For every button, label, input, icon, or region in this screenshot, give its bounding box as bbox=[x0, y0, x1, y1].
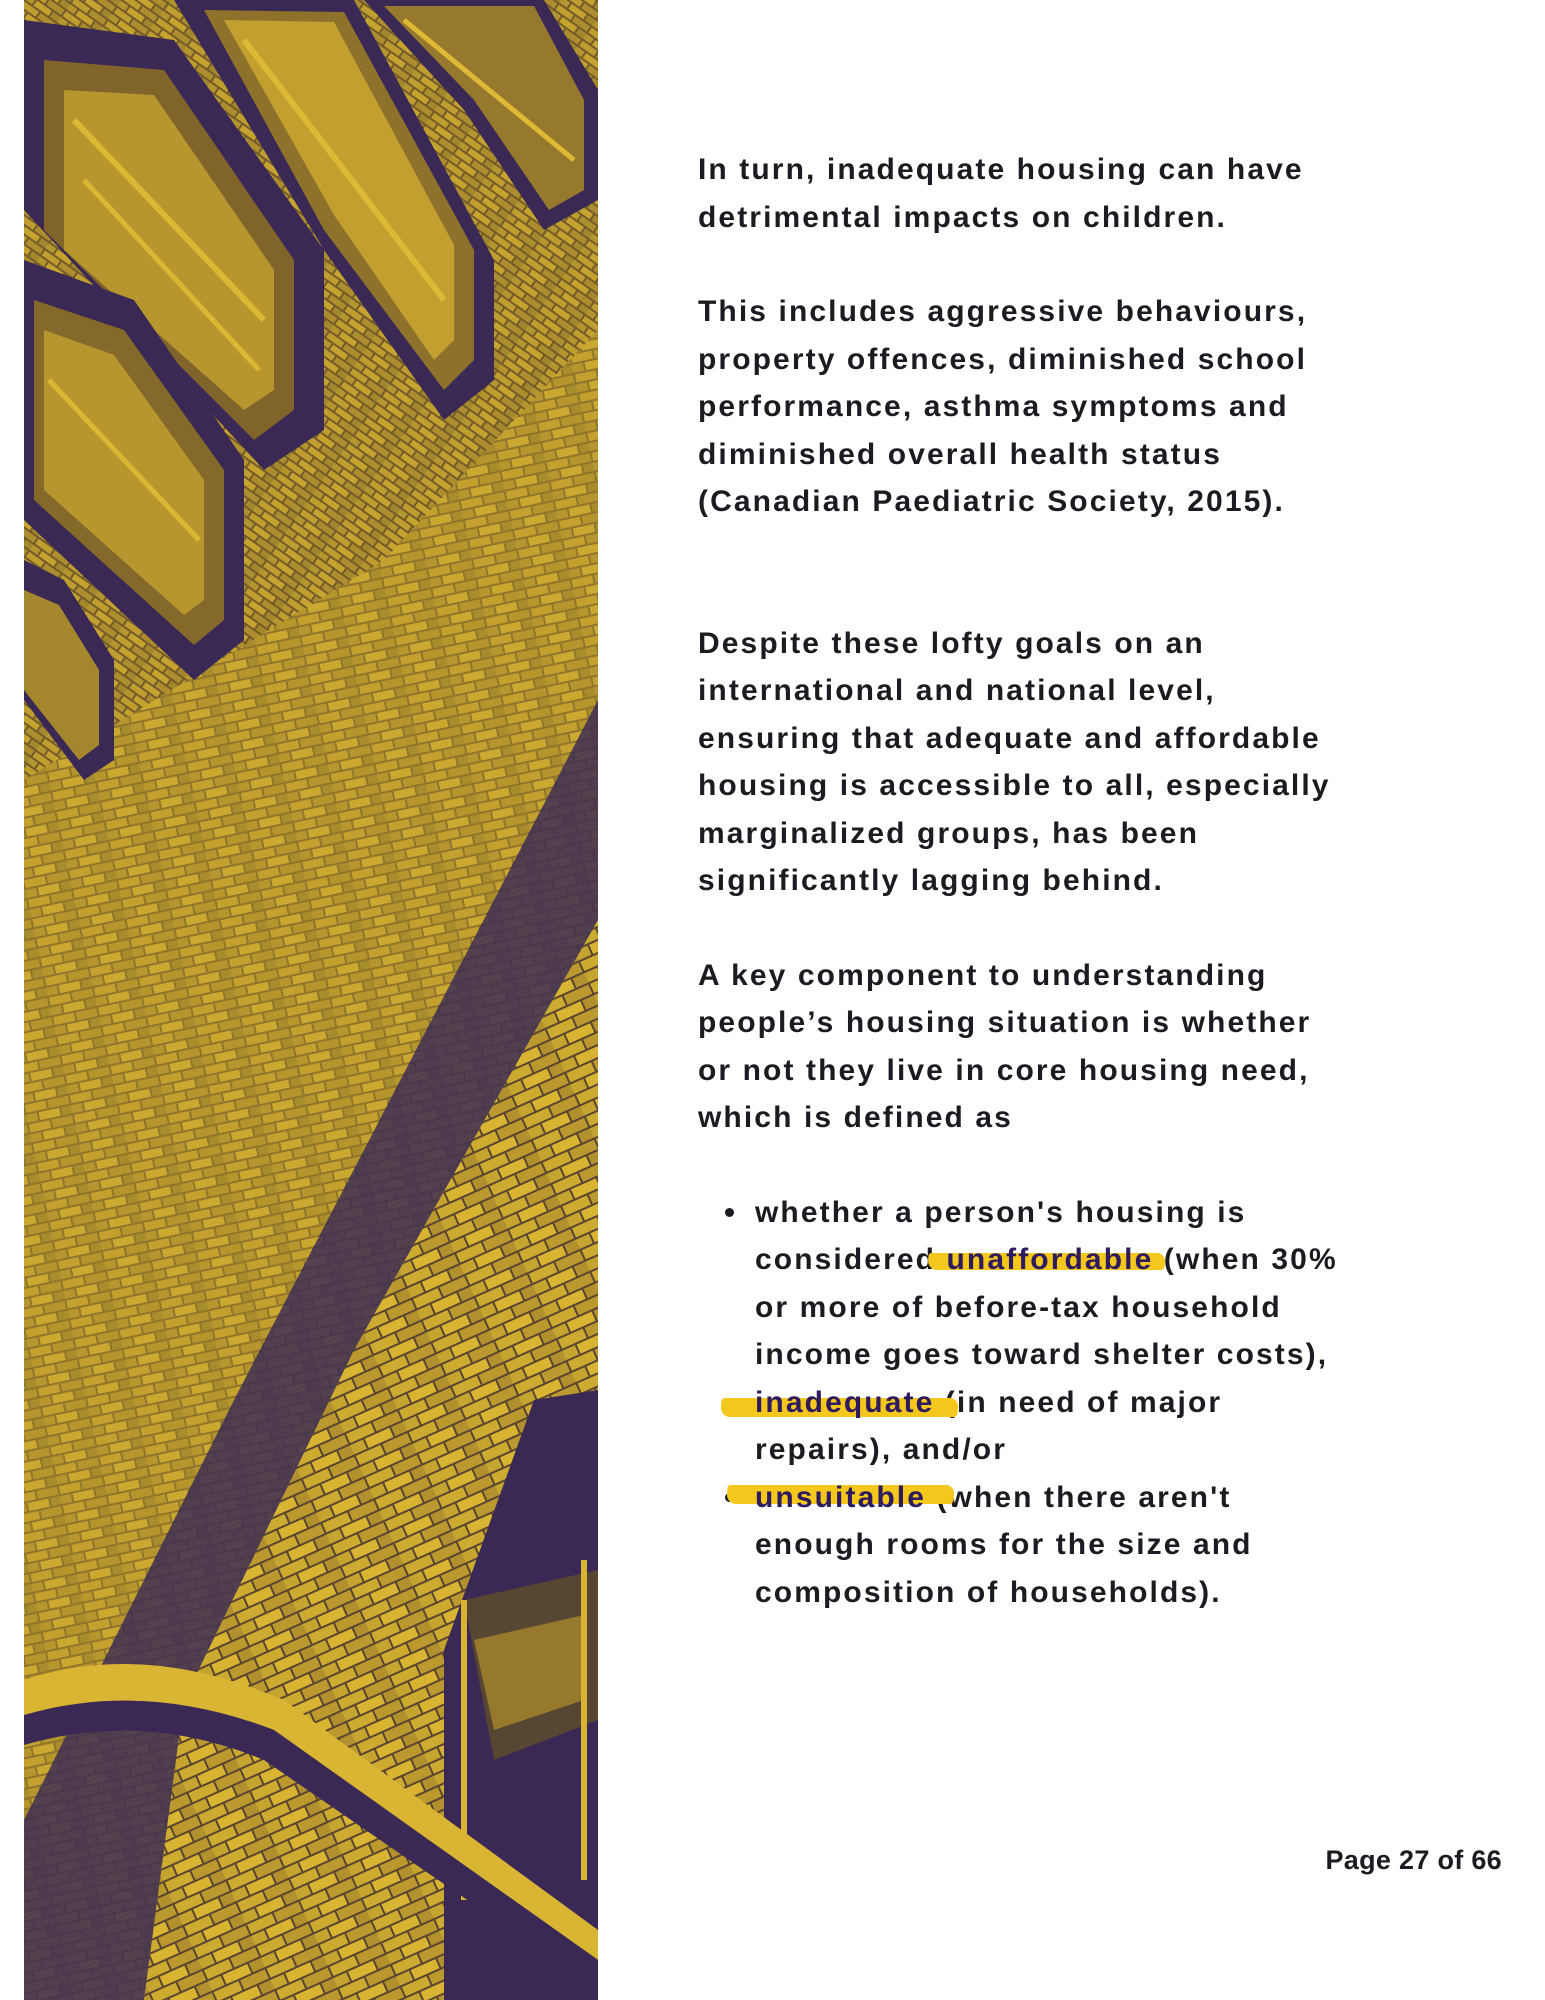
list-item-text: (when 30% or more of before-tax household income goes toward shelter costs), bbox=[755, 1243, 1338, 1371]
list-item-text: (in need of major repairs), and/or bbox=[755, 1385, 1223, 1466]
bullet-icon bbox=[725, 1208, 734, 1217]
list-item bbox=[698, 1474, 1338, 1617]
page-number: Page 27 of 66 bbox=[1325, 1845, 1502, 1875]
paragraph-core-need: A key component to understanding people’s housing situation is whether or not they live in core housing need, which is defined as bbox=[698, 958, 1312, 1134]
core-need-list bbox=[698, 1189, 1338, 1617]
list-item-text: whether a person's housing is considered bbox=[755, 1195, 1247, 1276]
paragraph-goals: Despite these lofty goals on an international and national level, ensuring that adequate and affordable housing is accessible to all, especially marginalized groups, has been significantly lagging behind. bbox=[698, 626, 1331, 897]
paragraph-intro: In turn, inadequate housing can have detrimental impacts on children. bbox=[698, 153, 1304, 234]
building-photo bbox=[24, 0, 598, 2000]
highlight-unsuitable: unsuitable bbox=[755, 1480, 927, 1514]
paragraph-impacts: This includes aggressive behaviours, property offences, diminished school performance, asthma symptoms and diminished overall health status (Canadian Paediatric Society, 2015). bbox=[698, 295, 1308, 518]
list-item-text: (when there aren't enough rooms for the size and composition of households). bbox=[755, 1480, 1253, 1609]
list-item bbox=[698, 1189, 1338, 1379]
highlight-unaffordable: unaffordable bbox=[946, 1243, 1154, 1276]
highlight-inadequate: inadequate bbox=[755, 1385, 935, 1419]
list-item bbox=[698, 1379, 1338, 1474]
main-text bbox=[698, 146, 1338, 1616]
